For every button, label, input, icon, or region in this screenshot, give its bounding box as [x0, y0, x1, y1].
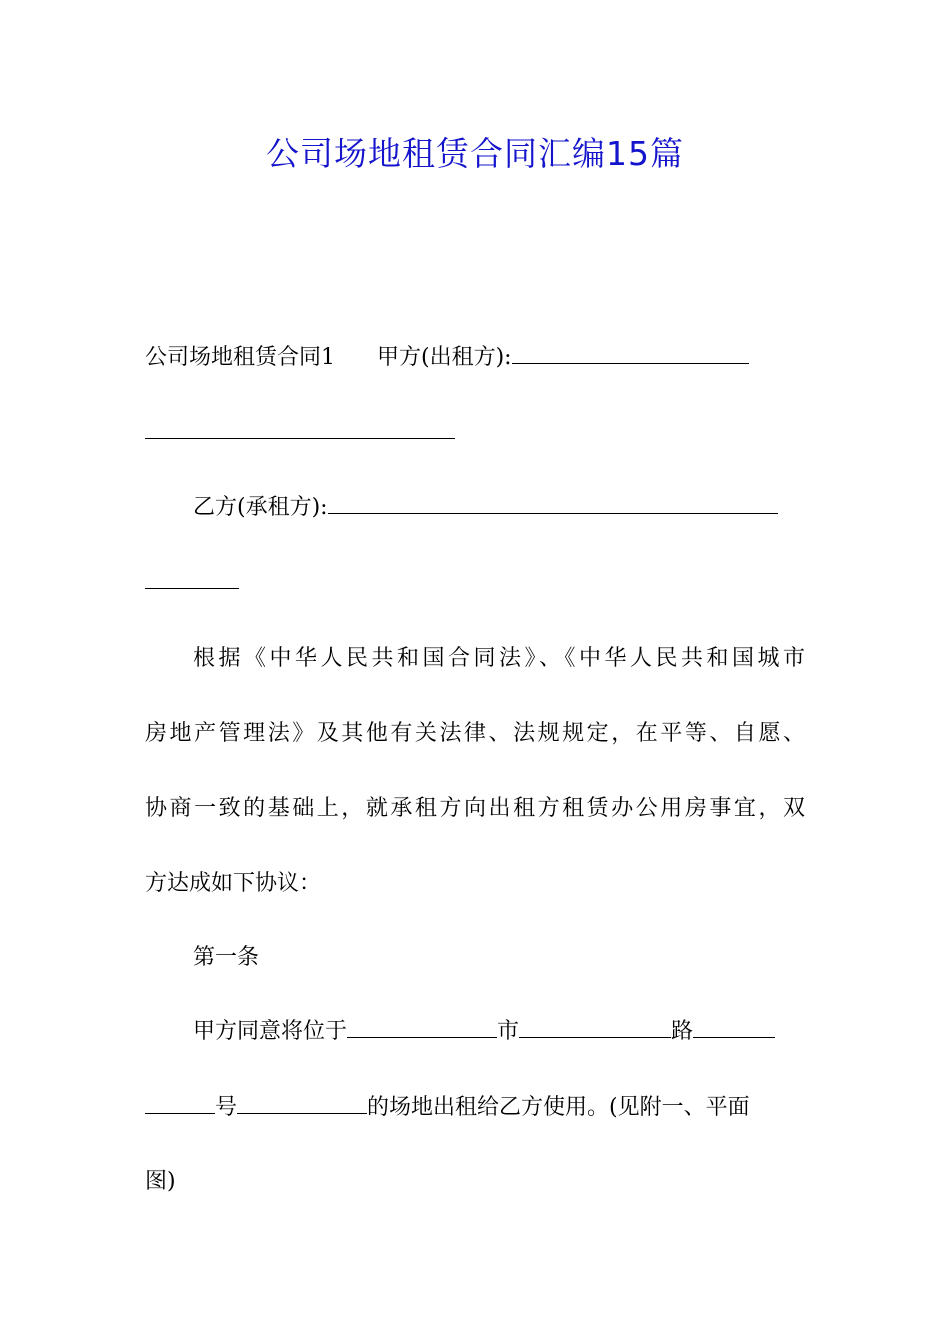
article1-prefix: 甲方同意将位于 [193, 1019, 348, 1044]
party-b-blank-cont [145, 568, 239, 589]
article1-line-3: 图) [145, 1169, 176, 1194]
article1-suffix: 的场地出租给乙方使用。(见附一、平面 [367, 1095, 750, 1120]
preamble-line-3: 协商一致的基础上，就承租方向出租方租赁办公用房事宜，双 [145, 796, 805, 821]
party-a-blank [512, 343, 749, 364]
road-blank [519, 1017, 671, 1038]
article1-road: 路 [671, 1019, 694, 1044]
party-a-line [145, 343, 805, 373]
party-a-blank-cont [145, 418, 455, 439]
party-b-continuation [145, 568, 805, 598]
city-blank [347, 1017, 497, 1038]
area-blank [237, 1093, 367, 1114]
preamble-line-1: 根据《中华人民共和国合同法》、《中华人民共和国城市 [193, 646, 805, 671]
party-b-label: 乙方(承租方): [193, 495, 328, 520]
contract-heading: 公司场地租赁合同1 [145, 345, 335, 370]
party-b-line [145, 493, 805, 523]
party-a-label: 甲方(出租方): [377, 345, 512, 370]
party-a-continuation [145, 418, 805, 448]
road-number-blank [693, 1017, 775, 1038]
article1-city: 市 [497, 1019, 520, 1044]
road-number-blank-cont [145, 1093, 215, 1114]
preamble-line-4: 方达成如下协议： [145, 871, 322, 896]
article1-line-1 [145, 1017, 805, 1047]
article1-heading: 第一条 [193, 945, 260, 970]
document-title: 公司场地租赁合同汇编15篇 [266, 134, 684, 173]
article1-number: 号 [215, 1095, 238, 1120]
preamble-line-2: 房地产管理法》及其他有关法律、法规规定，在平等、自愿、 [145, 721, 805, 746]
party-b-blank [328, 493, 778, 514]
article1-line-2 [145, 1093, 805, 1123]
